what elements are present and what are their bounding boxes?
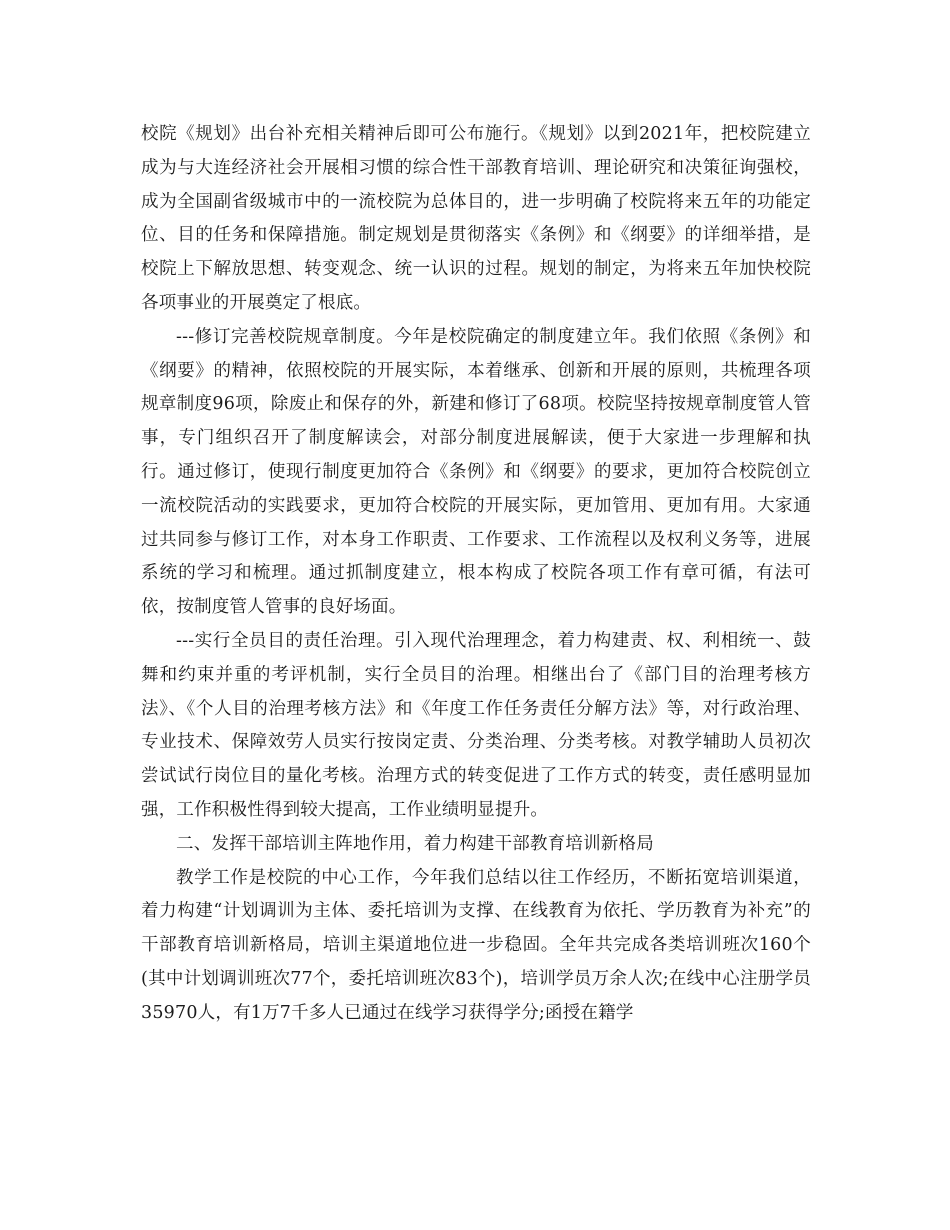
paragraph-target-management: ---实行全员目的责任治理。引入现代治理理念，着力构建责、权、利相统一、鼓舞和约束并重的考评机制，实行全员目的治理。相继出台了《部门目的治理考核方法》、《个人目的治理考核方法》和《年度工作任务责任分解方法》等，对行政治理、专业技术、保障效劳人员实行按岗定责、分类治理、分类考核。对教学辅助人员初次尝试试行岗位目的量化考核。治理方式的转变促进了工作方式的转变，责任感明显加强，工作积极性得到较大提高，工作业绩明显提升。: [141, 630, 811, 820]
paragraph-plan: 校院《规划》出台补充相关精神后即可公布施行。《规划》以到2021年，把校院建立成为与大连经济社会开展相习惯的综合性干部教育培训、理论研究和决策征询强校，成为全国副省级城市中的一流校院为总体目的，进一步明确了校院将来五年的功能定位、目的任务和保障措施。制定规划是贯彻落实《条例》和《纲要》的详细举措，是校院上下解放思想、转变观念、统一认识的过程。规划的制定，为将来五年加快校院各项事业的开展奠定了根底。: [141, 124, 811, 313]
paragraph-teaching: 教学工作是校院的中心工作，今年我们总结以往工作经历，不断拓宽培训渠道，着力构建“计划调训为主体、委托培训为支撑、在线教育为依托、学历教育为补充”的干部教育培训新格局，培训主渠道地位进一步稳固。全年共完成各类培训班次160个(其中计划调训班次77个，委托培训班次83个)，培训学员万余人次;在线中心注册学员35970人，有1万7千多人已通过在线学习获得学分;函授在籍学: [141, 867, 811, 1023]
section-heading: 二、发挥干部培训主阵地作用，着力构建干部教育培训新格局: [176, 833, 654, 854]
paragraph-regulations: ---修订完善校院规章制度。今年是校院确定的制度建立年。我们依照《条例》和《纲要》的精神，依照校院的开展实际，本着继承、创新和开展的原则，共梳理各项规章制度96项，除废止和保存的外，新建和修订了68项。校院坚持按规章制度管人管事，专门组织召开了制度解读会，对部分制度进展解读，便于大家进一步理解和执行。通过修订，使现行制度更加符合《条例》和《纲要》的要求，更加符合校院创立一流校院活动的实践要求，更加符合校院的开展实际，更加管用、更加有用。大家通过共同参与修订工作，对本身工作职责、工作要求、工作流程以及权利义务等，进展系统的学习和梳理。通过抓制度建立，根本构成了校院各项工作有章可循，有法可依，按制度管人管事的良好场面。: [141, 326, 811, 618]
document-body: [141, 118, 811, 1031]
